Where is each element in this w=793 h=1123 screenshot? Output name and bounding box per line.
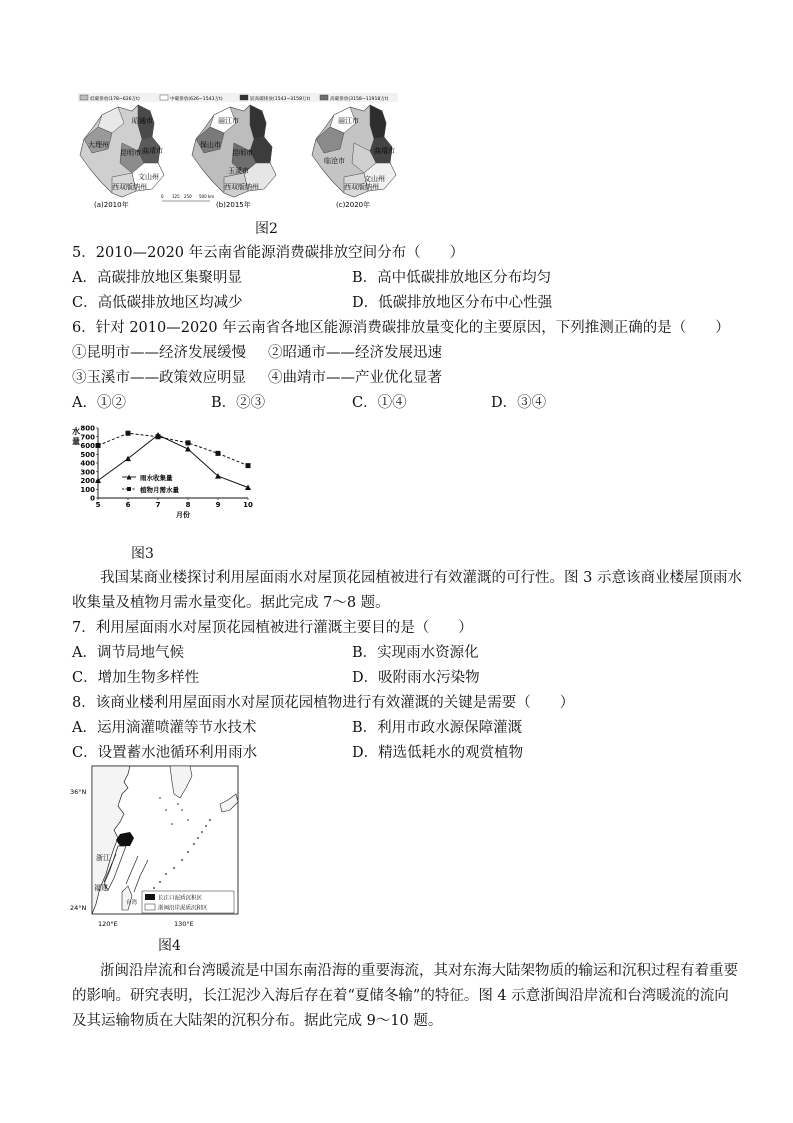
- map-a-label-dali: 大理州: [88, 141, 109, 149]
- q6-option-b: B．②③: [211, 395, 266, 411]
- passage1-line1: 我国某商业楼探讨利用屋面雨水对屋顶花园植被进行有效灌溉的可行性。图 3 示意该商业楼屋顶雨水: [100, 570, 742, 586]
- chart3-xtick-label: 5: [95, 501, 101, 509]
- q5-stem: 5．2010—2020 年云南省能源消费碳排放空间分布（ ）: [72, 245, 465, 261]
- legend-plant-label: 植物月需水量: [140, 486, 179, 494]
- q7-option-c: C．增加生物多样性: [72, 670, 200, 686]
- q8-option-c: C．设置蓄水池循环利用雨水: [72, 745, 258, 761]
- q7-option-b: B．实现雨水资源化: [352, 645, 479, 661]
- legend-swatch-high: [320, 95, 328, 100]
- q5-option-d: D．低碳排放地区分布中心性强: [352, 295, 553, 311]
- scale-0: 0: [161, 194, 164, 199]
- legend-text-high2: 较高碳排放(1543~3158万t): [250, 97, 311, 102]
- figure3-caption: 图3: [131, 546, 154, 562]
- label-taiwan: 台湾: [126, 900, 138, 906]
- label-fujian: 福建: [94, 884, 108, 892]
- chart3-point-plant: [126, 431, 131, 436]
- chart3-ytick-label: 0: [90, 494, 95, 503]
- label-zhejiang: 浙江: [96, 854, 110, 862]
- scale-125: 125: [172, 194, 180, 199]
- chart3-point-plant: [186, 440, 191, 445]
- chart3-ytick-label: 200: [80, 477, 95, 485]
- chart3-point-plant: [246, 463, 251, 468]
- legend-text-high: 高碳排放(3158~11918万t): [330, 97, 389, 102]
- chart3-xticks: [96, 498, 253, 509]
- legend-swatch-mid: [160, 95, 168, 100]
- figure3-chart: [70, 422, 260, 518]
- map-a-label-kunming: 昆明市: [120, 149, 141, 157]
- map-a-caption: (a)2010年: [94, 201, 129, 209]
- map4-legend: [142, 891, 234, 913]
- legend-zhemin-label: 浙闽沿岸泥质沉积区: [158, 905, 208, 912]
- q5-option-b: B．高中低碳排放地区分布均匀: [352, 270, 552, 286]
- map-c-label-xishuangbanna: 西双版纳州: [344, 183, 379, 191]
- chart3-point-rain: [245, 485, 251, 491]
- chart3-xtick-label: 8: [185, 501, 191, 509]
- chart3-ytick-label: 800: [80, 424, 95, 433]
- passage2-line1: 浙闽沿岸流和台湾暖流是中国东南沿海的重要海流，其对东海大陆架物质的输运和沉积过程有着重要: [100, 963, 738, 979]
- map-2010: [80, 105, 164, 209]
- chart3-point-plant: [96, 443, 101, 448]
- legend-text-mid: 中碳排放(626~1543万t): [170, 97, 223, 102]
- chart3-xtick-label: 9: [215, 501, 221, 509]
- q8-option-a: A．运用滴灌喷灌等节水技术: [72, 720, 257, 736]
- q8-option-d: D．精选低耗水的观赏植物: [352, 745, 524, 761]
- q6-option-a: A．①②: [72, 395, 126, 411]
- chart3-series-line-1: [98, 433, 248, 465]
- chart3-point-rain: [185, 446, 191, 452]
- figure2-caption: 图2: [255, 221, 278, 237]
- chart3-point-plant: [156, 434, 161, 439]
- chart3-legend: [122, 473, 180, 494]
- q6-stem: 6．针对 2010—2020 年云南省各地区能源消费碳排放量变化的主要原因，下列推测正确的是（ ）: [72, 320, 730, 336]
- label-24n: 24°N: [70, 904, 87, 912]
- map-2020: [312, 105, 396, 209]
- label-36n: 36°N: [70, 788, 87, 796]
- chart3-ytick-label: 700: [80, 433, 95, 442]
- map-c-caption: (c)2020年: [336, 201, 371, 209]
- figure2-svg: [72, 93, 402, 213]
- map-c-label-lincang: 临沧市: [324, 157, 345, 165]
- scale-500: 500 km: [199, 194, 215, 199]
- q5-option-c: C．高低碳排放地区均减少: [72, 295, 243, 311]
- q5-option-a: A．高碳排放地区集聚明显: [72, 270, 242, 286]
- map-b-label-baoshan: 保山市: [200, 141, 221, 149]
- map-c-label-lijiang: 丽江市: [338, 117, 359, 125]
- figure4-caption: 图4: [158, 938, 181, 954]
- q6-statement-4: ④曲靖市——产业优化显著: [268, 370, 442, 386]
- chart3-ytick-label: 100: [80, 485, 95, 494]
- chart3-point-rain: [95, 478, 101, 484]
- figure2-maps: [72, 93, 402, 213]
- legend-square-marker: [127, 487, 131, 491]
- chart3-ytick-label: 600: [80, 442, 95, 450]
- chart3-ytick-label: 400: [80, 459, 95, 468]
- chart3-xlabel: 月份: [176, 511, 190, 518]
- map-b-label-kunming: 昆明市: [232, 149, 253, 157]
- map-b-label-yuxi: 玉溪市: [228, 167, 249, 175]
- passage2-line3: 及其运输物质在大陆架的沉积分布。据此完成 9～10 题。: [72, 1013, 443, 1029]
- chart3-series-line-0: [98, 435, 248, 488]
- q8-stem: 8．该商业楼利用屋面雨水对屋顶花园植物进行有效灌溉的关键是需要（ ）: [72, 695, 575, 711]
- chart3-ylabel-bottom: 量: [72, 437, 80, 446]
- chart3-xtick-label: 10: [243, 501, 253, 509]
- chart3-ytick-label: 500: [80, 450, 95, 459]
- figure4-map: [70, 764, 250, 930]
- q7-option-d: D．吸附雨水污染物: [352, 670, 480, 686]
- q6-statement-3: ③玉溪市——政策效应明显: [72, 370, 246, 386]
- map-b-label-lijiang: 丽江市: [218, 117, 239, 125]
- chart3-point-plant: [216, 451, 221, 456]
- legend-swatch-low: [80, 95, 88, 100]
- map-a-label-wenshan: 文山州: [138, 173, 159, 181]
- q6-statement-1: ①昆明市——经济发展缓慢: [72, 345, 246, 361]
- chart3-xtick-label: 6: [125, 501, 131, 509]
- scale-250: 250: [184, 194, 192, 199]
- map-a-label-zhaotong: 昭通市: [132, 117, 153, 125]
- legend-yangtze-label: 长江口泥质沉积区: [158, 895, 203, 902]
- legend-zhemin-swatch: [145, 904, 155, 910]
- chart3-ylabel-top: 水: [72, 427, 80, 436]
- legend-text-low: 低碳排放(178~626万t): [90, 97, 140, 102]
- map-a-label-qujing: 曲靖市: [142, 147, 163, 155]
- chart3-xtick-label: 7: [155, 501, 161, 509]
- map-c-label-qujing: 曲靖市: [374, 147, 395, 155]
- q7-stem: 7．利用屋面雨水对屋顶花园植被进行灌溉主要目的是（ ）: [72, 620, 473, 636]
- map-b-label-xishuangbanna: 西双版纳州: [224, 183, 259, 191]
- legend-yangtze-swatch: [145, 894, 155, 900]
- q6-statement-2: ②昭通市——经济发展迅速: [268, 345, 442, 361]
- map-b-caption: (b)2015年: [216, 201, 251, 209]
- passage2-line2: 的影响。研究表明，长江泥沙入海后存在着“夏储冬输”的特征。图 4 示意浙闽沿岸流和台湾暖流的流向: [72, 988, 729, 1004]
- chart3-series: [95, 431, 251, 490]
- legend-swatch-high2: [240, 95, 248, 100]
- figure3-svg: [70, 422, 260, 518]
- q7-option-a: A．调节局地气候: [72, 645, 184, 661]
- label-130e: 130°E: [174, 920, 194, 928]
- q8-option-b: B．利用市政水源保障灌溉: [352, 720, 523, 736]
- label-120e: 120°E: [98, 920, 118, 928]
- legend-rain-label: 雨水收集量: [140, 474, 173, 482]
- q6-option-c: C．①④: [352, 395, 407, 411]
- map-c-label-wenshan: 文山州: [364, 175, 385, 183]
- scale-bar: [161, 194, 214, 201]
- map-a-label-xishuangbanna: 西双版纳州: [112, 183, 147, 191]
- q6-option-d: D．③④: [491, 395, 547, 411]
- passage1-line2: 收集量及植物月需水量变化。据此完成 7～8 题。: [72, 595, 390, 611]
- chart3-yticks: [80, 425, 98, 503]
- figure4-svg: [70, 764, 250, 930]
- chart3-ytick-label: 300: [80, 468, 95, 477]
